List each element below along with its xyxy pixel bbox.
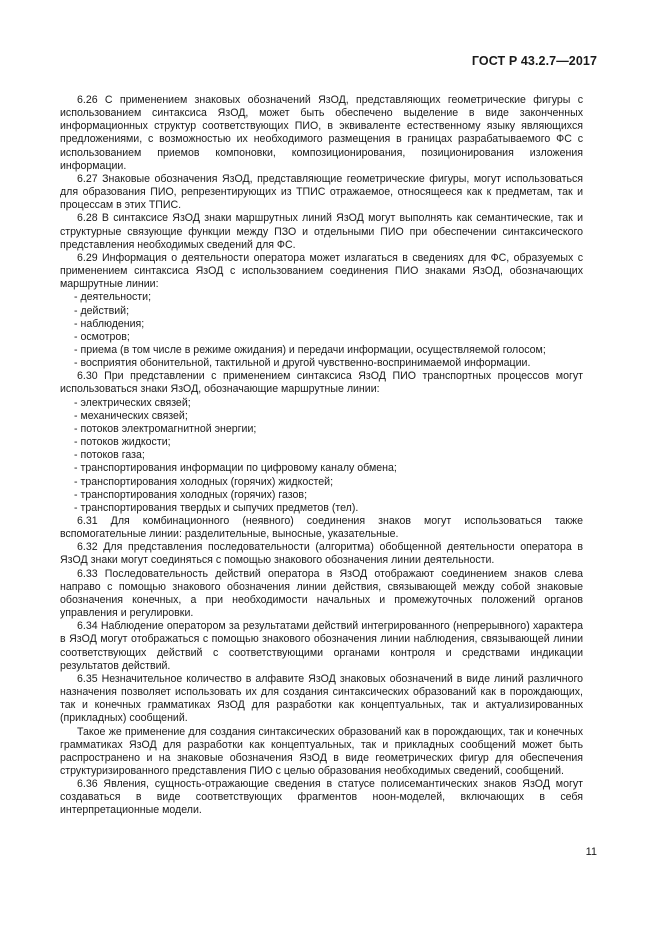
list-item: - наблюдения; <box>60 318 583 331</box>
list-item: - восприятия обонительной, тактильной и другой чувственно-воспринимаемой информации. <box>60 357 583 370</box>
paragraph-6-32: 6.32 Для представления последовательности (алгоритма) обобщенной деятельности оператора в ЯзОД знаки могут соединяться с помощью знакового обозначения линии деятельности. <box>60 541 583 567</box>
list-item: - электрических связей; <box>60 397 583 410</box>
list-item: - транспортирования холодных (горячих) газов; <box>60 489 583 502</box>
transport-lines-list <box>60 397 583 515</box>
paragraph-6-35-continued: Такое же применение для создания синтаксических образований как в порождающих, так и конечных грамматиках ЯзОД для разработки как концептуальных, так и прикладных сообщений может быть распространено и на знаковые обозначения ЯзОД в виде геометрических фигур для обеспечения структуризированного представления ПИО с целью образования необходимых сведений, сообщений. <box>60 725 583 777</box>
page-number: 11 <box>585 846 597 858</box>
paragraph-6-28: 6.28 В синтаксисе ЯзОД знаки маршрутных линий ЯзОД могут выполнять как семантические, так и структурные связующие функции между ПЗО и отдельными ПИО при обеспечении синтаксического представления необходимых сведений для ФС. <box>60 212 583 251</box>
list-item: - транспортирования твердых и сыпучих предметов (тел). <box>60 502 583 515</box>
list-item: - потоков газа; <box>60 449 583 462</box>
list-item: - приема (в том числе в режиме ожидания) и передачи информации, осуществляемой голосом; <box>60 344 583 357</box>
list-item: - потоков электромагнитной энергии; <box>60 423 583 436</box>
paragraph-6-30: 6.30 При представлении с применением синтаксиса ЯзОД ПИО транспортных процессов могут использоваться знаки ЯзОД, обозначающие маршрутные линии: <box>60 370 583 396</box>
paragraph-6-29: 6.29 Информация о деятельности оператора может излагаться в сведениях для ФС, образуемых с применением синтаксиса ЯзОД с использованием соединения ПИО знаками ЯзОД, обозначающих маршрутные линии: <box>60 251 583 291</box>
list-item: - транспортирования холодных (горячих) жидкостей; <box>60 476 583 489</box>
list-item: - действий; <box>60 305 583 318</box>
document-code: ГОСТ Р 43.2.7—2017 <box>471 54 597 68</box>
paragraph-6-33: 6.33 Последовательность действий оператора в ЯзОД отображают соединением знаков слева направо с помощью знакового обозначения линии действия, связывающей между собой знаковые обозначения конечных, а при необходимости начальных и промежуточных положений органов управления и регулировки. <box>60 567 583 620</box>
list-item: - механических связей; <box>60 410 583 423</box>
list-item: - транспортирования информации по цифровому каналу обмена; <box>60 462 583 475</box>
paragraph-6-26: 6.26 С применением знаковых обозначений ЯзОД, представляющих геометрические фигуры с использованием синтаксиса ЯзОД, может быть обеспечено выделение в виде законченных информационных структур соответствующих ПИО, в эквиваленте естественному языку являющихся предложениями, с возможностью их необходимого размещения в границах разрабатываемого ФС с использованием приемов компоновки, композиционирования, позиционирования изложения информации. <box>60 94 583 172</box>
paragraph-6-35: 6.35 Незначительное количество в алфавите ЯзОД знаковых обозначений в виде линий различного назначения позволяет использовать их для создания синтаксических образований как в порождающих, так и конечных грамматиках ЯзОД для разработки как концептуальных, так и актуализированных (прикладных) сообщений. <box>60 672 583 725</box>
route-lines-list <box>60 291 583 370</box>
paragraph-6-31: 6.31 Для комбинационного (неявного) соединения знаков могут использоваться также вспомогательные линии: разделительные, выносные, указательные. <box>60 515 583 541</box>
list-item: - деятельности; <box>60 291 583 304</box>
list-item: - осмотров; <box>60 331 583 344</box>
paragraph-6-34: 6.34 Наблюдение оператором за результатами действий интегрированного (непрерывного) характера в ЯзОД могут отображаться с помощью знакового обозначения линии наблюдения, связывающей линии соответствующих действий с соответствующими органами контроля и средствами индикации результатов действий. <box>60 620 583 672</box>
paragraph-6-27: 6.27 Знаковые обозначения ЯзОД, представляющие геометрические фигуры, могут использоваться для образования ПИО, репрезентирующих из ТПИС отражаемое, относящееся как к предметам, так и процессам в этих ТПИС. <box>60 172 583 212</box>
list-item: - потоков жидкости; <box>60 436 583 449</box>
page-body <box>60 94 583 818</box>
paragraph-6-36: 6.36 Явления, сущность-отражающие сведения в статусе полисемантических знаков ЯзОД могут создаваться в виде соответствующих фрагментов ноон-моделей, включающих в себя интерпретационные модели. <box>60 778 583 817</box>
